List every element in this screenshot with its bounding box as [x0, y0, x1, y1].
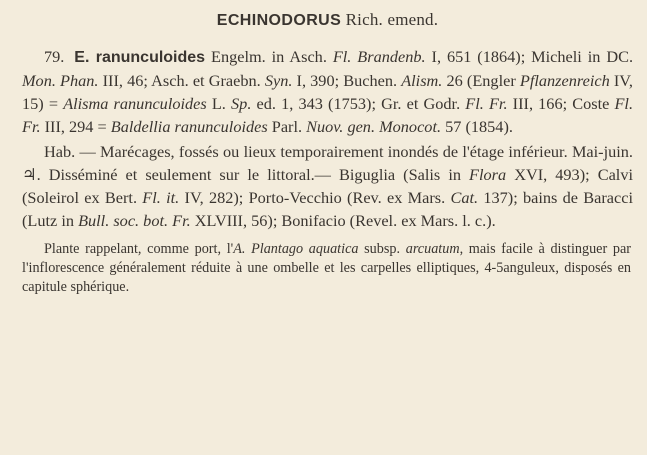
habitat-text: XLVIII, 56); Bonifacio (Revel. ex Mars. l. c.). [190, 211, 496, 230]
citation-text: III, 294 = [40, 117, 111, 136]
note-text: , mais facile à distinguer par l'inflorescence généralement réduite à une ombelle et les carpelles elliptiques, 4-5anguleux, disposés en capitule sphérique. [22, 241, 632, 295]
habitat-text: 137); bains de Baracci (Lutz in [22, 188, 634, 230]
citation-italic: Fl. Brandenb. [332, 47, 426, 66]
note-paragraph [22, 240, 633, 297]
citation-text: I, 651 (1864); Micheli in DC. [425, 47, 634, 66]
habitat-text: IV, 282); Porto-Vecchio (Rev. ex Mars. [179, 188, 451, 207]
habitat-italic: Flora [469, 165, 507, 184]
citation-italic: Fl. Fr. [465, 94, 508, 113]
species-entry [22, 45, 633, 138]
species-name: E. ranunculoides [74, 49, 206, 66]
citation-text: ed. 1, 343 (1753); Gr. et Godr. [251, 94, 466, 113]
citation-text: 26 (Engler [442, 71, 520, 90]
habitat-paragraph [22, 140, 633, 232]
citation-italic: Baldellia ranunculoides [110, 117, 268, 136]
citation-italic: Syn. [264, 71, 293, 90]
note-text: subsp. [358, 241, 406, 257]
genus-authority: Rich. emend. [345, 10, 439, 29]
citation-text: L. [206, 94, 232, 113]
genus-header [22, 8, 633, 33]
habitat-text: Hab. — Marécages, fossés ou lieux temporairement inondés de l'étage inférieur. Mai-juin. ♃. Disséminé et seulement sur le littoral.— Biguglia (Salis in [22, 142, 633, 184]
genus-name: ECHINODORUS [216, 12, 342, 29]
citation-italic: Sp. [231, 94, 252, 113]
citation-text: I, 390; Buchen. [292, 71, 402, 90]
citation-text: Engelm. in Asch. [211, 47, 333, 66]
citation-italic: Nuov. gen. Monocot. [306, 117, 442, 136]
note-italic: A. Plantago aquatica [233, 241, 359, 257]
species-number: 79. [44, 47, 65, 66]
habitat-text: XVI, 493); Calvi (Soleirol ex Bert. [22, 165, 633, 207]
note-italic: arcuatum [405, 241, 460, 257]
citation-italic: Alism. [401, 71, 443, 90]
citation-italic: Alisma ranunculoides [63, 94, 207, 113]
citation-italic: Pflanzenreich [519, 71, 610, 90]
habitat-italic: Cat. [450, 188, 479, 207]
citation-text: Parl. [267, 117, 307, 136]
citation-italic: Fl. Fr. [22, 94, 634, 136]
habitat-italic: Bull. soc. bot. Fr. [78, 211, 191, 230]
citation-italic: Mon. Phan. [22, 71, 99, 90]
citation-text: 57 (1854). [441, 117, 513, 136]
citation-text: III, 46; Asch. et Graebn. [98, 71, 265, 90]
citation-text: III, 166; Coste [507, 94, 615, 113]
citation-text: IV, 15) = [22, 71, 634, 113]
habitat-italic: Fl. it. [142, 188, 180, 207]
note-text: Plante rappelant, comme port, l' [44, 241, 234, 257]
